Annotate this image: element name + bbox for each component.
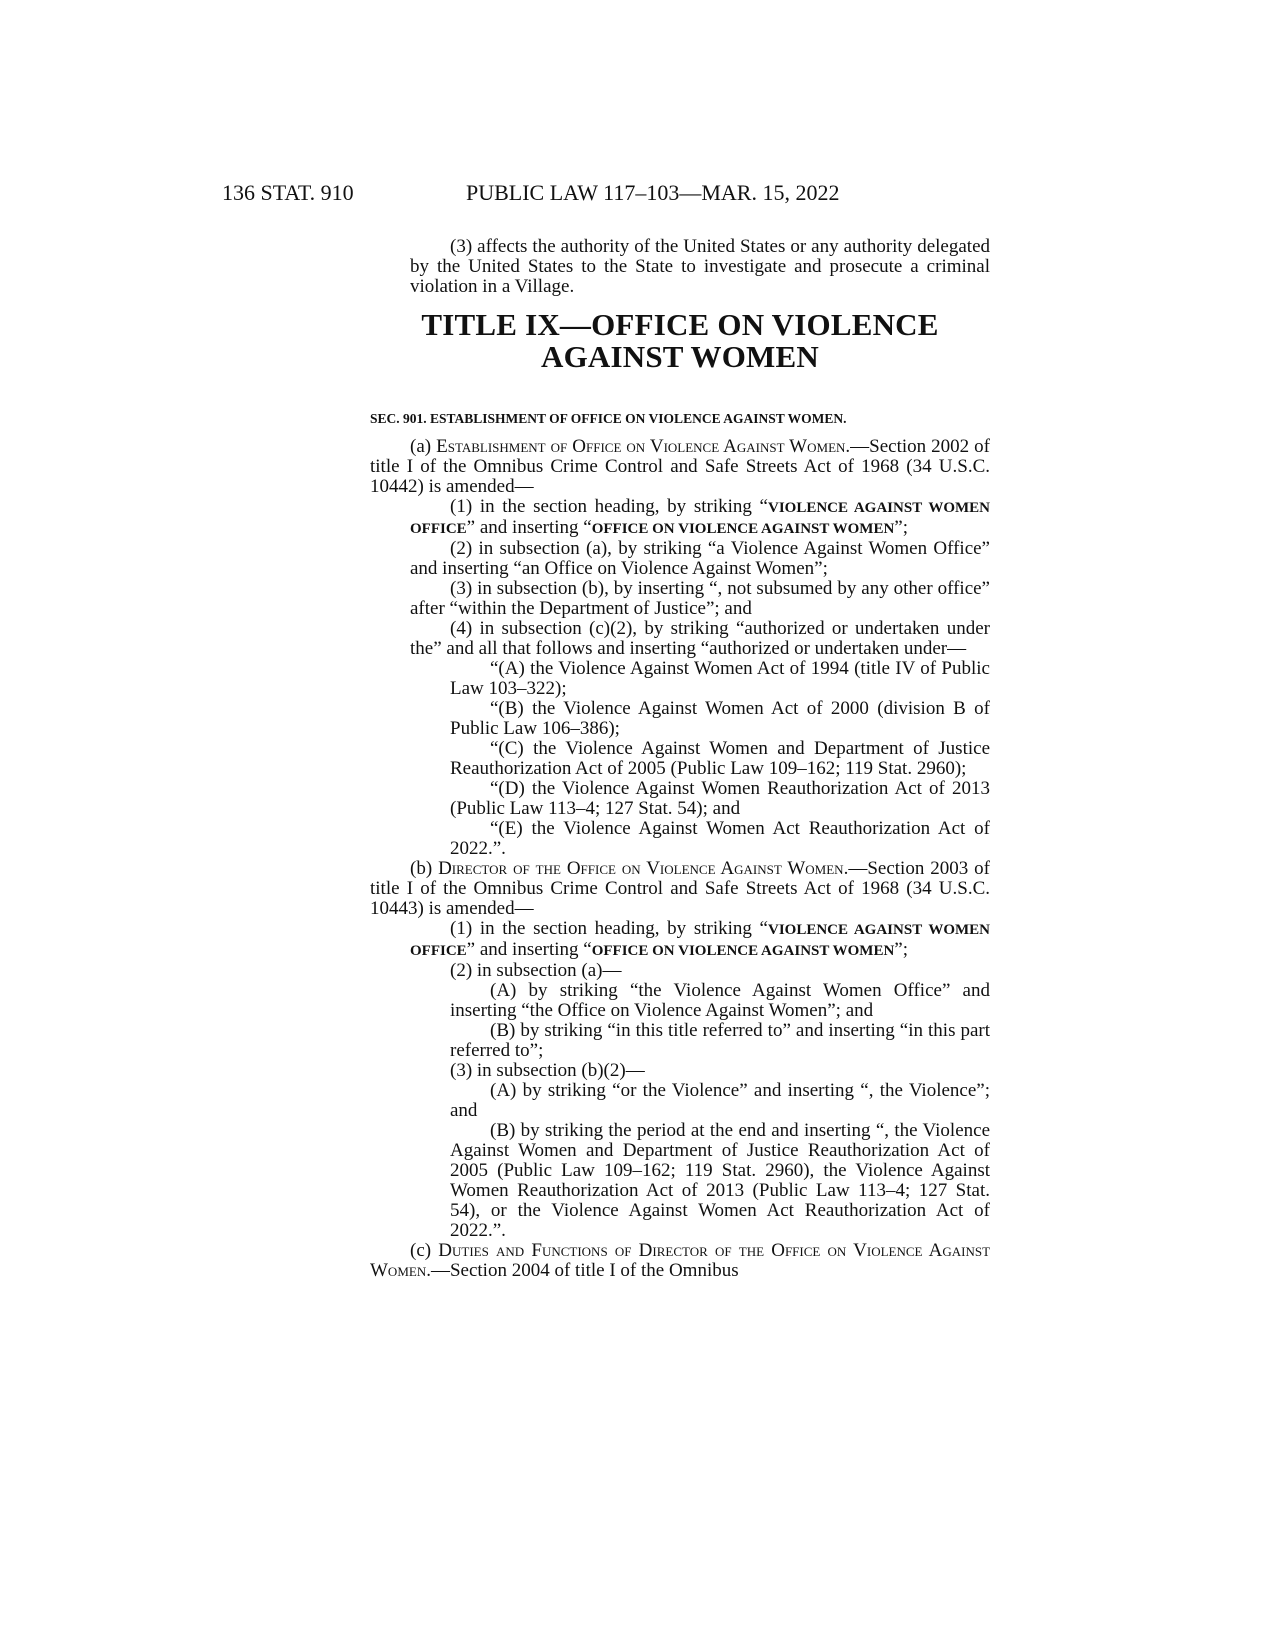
b-item-1-inserted-heading: OFFICE ON VIOLENCE AGAINST WOMEN — [591, 943, 895, 959]
paragraph-3: (3) affects the authority of the United States or any authority delegated by the United States to the State to investigate and prosecute a criminal violation in a Village. — [410, 236, 990, 297]
a-sub-D: “(D) the Violence Against Women Reauthorization Act of 2013 (Public Law 113–4; 127 Stat. 54); and — [450, 778, 990, 819]
a-item-3: (3) in subsection (b), by inserting “, not subsumed by any other office” after “within the Department of Justice”; and — [410, 578, 990, 619]
section-heading: SEC. 901. ESTABLISHMENT OF OFFICE ON VIOLENCE AGAINST WOMEN. — [370, 411, 847, 426]
b-item-1-mid: ” and inserting “ — [466, 939, 592, 960]
subsection-b-intro: Section 2003 of title I of the Omnibus Crime Control and Safe Streets Act of 1968 (34 U.S.C. 10443) is amended— — [370, 858, 990, 919]
subsection-b: (b) Director of the Office on Violence Against Women.—Section 2003 of title I of the Omnibus Crime Control and Safe Streets Act of 1968 (34 U.S.C. 10443) is amended— — [370, 858, 990, 919]
subsection-c-caption: Duties and Functions of Director of the Office on Violence Against Women — [370, 1240, 991, 1281]
a-item-1-inserted-heading: OFFICE ON VIOLENCE AGAINST WOMEN — [591, 521, 895, 537]
b-item-1-struck-heading: VIOLENCE AGAINST WOMEN OFFICE — [410, 922, 990, 959]
document-body — [370, 237, 990, 1281]
public-law-citation: PUBLIC LAW 117–103—MAR. 15, 2022 — [466, 180, 840, 205]
a-item-4: (4) in subsection (c)(2), by striking “authorized or undertaken under the” and all that follows and inserting “authorized or undertaken under— — [410, 618, 990, 659]
subsection-c-text: Section 2004 of title I of the Omnibus — [449, 1260, 739, 1281]
title-line-2: AGAINST WOMEN — [541, 339, 819, 374]
subsection-a: (a) Establishment of Office on Violence Against Women.—Section 2002 of title I of the Omnibus Crime Control and Safe Streets Act of 1968 (34 U.S.C. 10442) is amended— — [370, 436, 990, 497]
subsection-a-label: (a) — [410, 436, 432, 457]
stat-page-number: 136 STAT. 910 — [222, 180, 354, 205]
a-sub-C: “(C) the Violence Against Women and Department of Justice Reauthorization Act of 2005 (Public Law 109–162; 119 Stat. 2960); — [450, 738, 990, 779]
subsection-c-label: (c) — [410, 1240, 432, 1261]
a-sub-A: “(A) the Violence Against Women Act of 1994 (title IV of Public Law 103–322); — [450, 658, 990, 699]
b-item-2: (2) in subsection (a)— — [450, 960, 622, 981]
b-item-1-post: ”; — [894, 939, 908, 960]
subsection-a-intro: Section 2002 of title I of the Omnibus Crime Control and Safe Streets Act of 1968 (34 U.S.C. 10442) is amended— — [370, 436, 990, 497]
a-item-1-post: ”; — [894, 517, 908, 538]
b-item-3-B: (B) by striking the period at the end and inserting “, the Violence Against Women and Department of Justice Reauthorization Act of 2005 (Public Law 109–162; 119 Stat. 2960), the Violence Against Women Reauthorization Act of 2013 (Public Law 113–4; 127 Stat. 54), or the Violence Against Women Act Reauthorization Act of 2022.”. — [450, 1120, 990, 1241]
a-item-1 — [370, 497, 990, 539]
subsection-a-caption: Establishment of Office on Violence Against Women — [436, 436, 846, 457]
a-sub-E: “(E) the Violence Against Women Act Reauthorization Act of 2022.”. — [450, 818, 990, 859]
subsection-c: (c) Duties and Functions of Director of the Office on Violence Against Women.—Section 2004 of title I of the Omnibus — [370, 1240, 991, 1281]
b-item-2-B: (B) by striking “in this title referred to” and inserting “in this part referred to”; — [450, 1020, 990, 1061]
subsection-b-label: (b) — [410, 858, 433, 879]
b-item-3-A: (A) by striking “or the Violence” and inserting “, the Violence”; and — [450, 1080, 990, 1121]
b-item-3: (3) in subsection (b)(2)— — [450, 1060, 645, 1081]
title-line-1: TITLE IX—OFFICE ON VIOLENCE — [421, 307, 939, 342]
b-item-1-pre: (1) in the section heading, by striking “ — [450, 918, 768, 939]
b-item-1 — [370, 919, 990, 961]
a-item-1-struck-heading: VIOLENCE AGAINST WOMEN OFFICE — [410, 500, 990, 537]
subsection-b-caption: Director of the Office on Violence Against Women — [438, 858, 844, 879]
a-item-1-pre: (1) in the section heading, by striking “ — [450, 496, 768, 517]
a-item-1-mid: ” and inserting “ — [466, 517, 592, 538]
title-heading — [370, 309, 990, 373]
page-header — [222, 180, 1022, 212]
a-sub-B: “(B) the Violence Against Women Act of 2000 (division B of Public Law 106–386); — [450, 698, 990, 739]
a-item-2: (2) in subsection (a), by striking “a Violence Against Women Office” and inserting “an Office on Violence Against Women”; — [410, 538, 990, 579]
b-item-2-A: (A) by striking “the Violence Against Women Office” and inserting “the Office on Violence Against Women”; and — [450, 980, 990, 1021]
